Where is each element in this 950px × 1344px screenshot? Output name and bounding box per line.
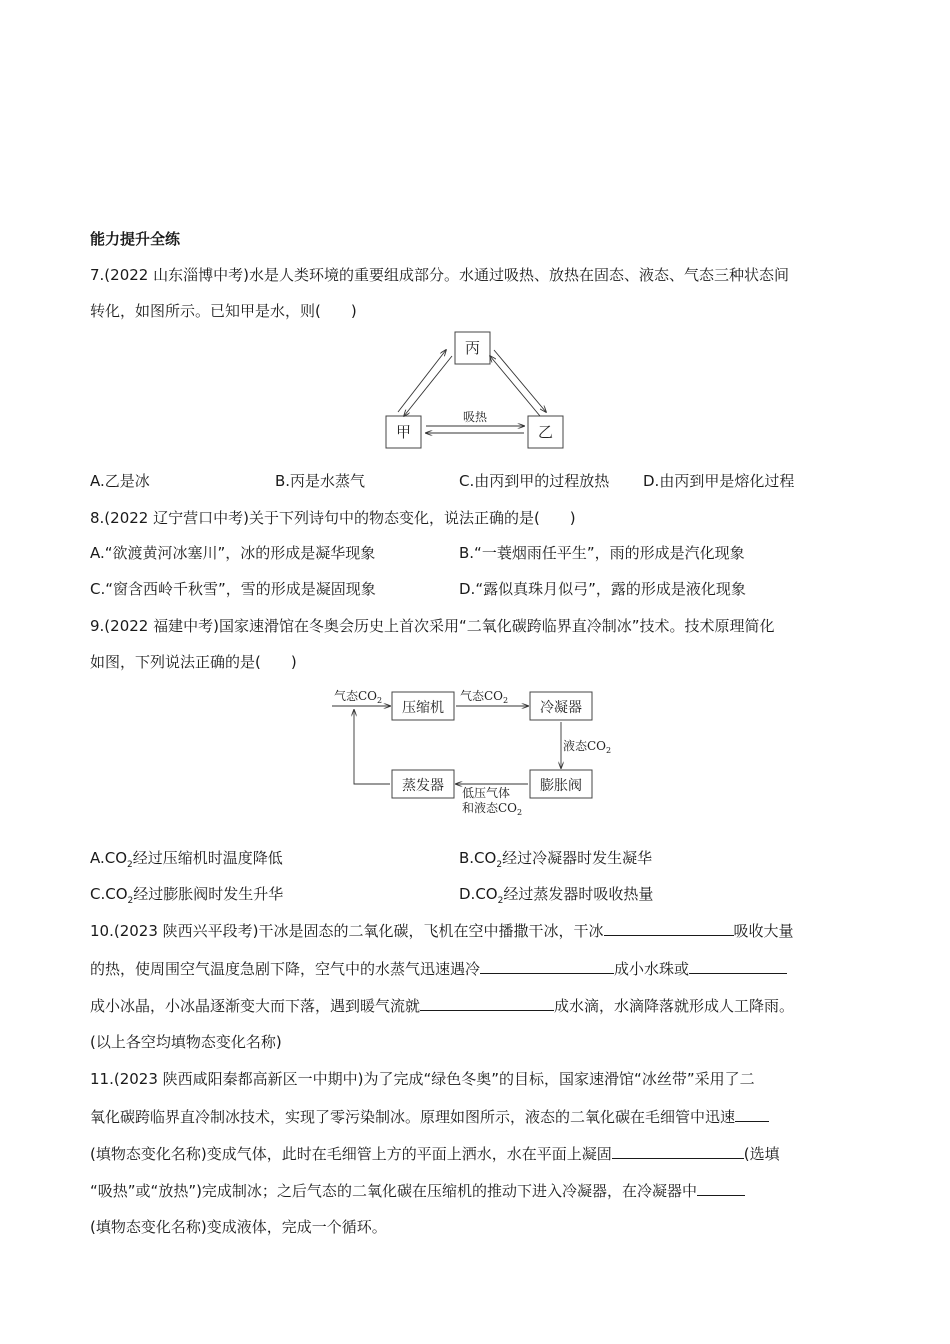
q8-option-a: A.“欲渡黄河冰塞川”，冰的形成是凝华现象 [90,544,376,562]
q7-arrow-jia-to-bing [398,350,446,412]
q11-blank-2[interactable] [612,1142,744,1159]
q11-line-4: “吸热”或“放热”)完成制冰；之后气态的二氧化碳在压缩机的推动下进入冷凝器，在冷凝器中 [90,1179,745,1202]
q9-box-valve-label: 膨胀阀 [540,778,582,794]
q9-box-evaporator-label: 蒸发器 [402,778,444,794]
section-title: 能力提升全练 [90,230,181,248]
q10-line-1: 10.(2023 陕西兴平段考)干冰是固态的二氧化碳，飞机在空中播撒干冰，干冰 吸收大量 [90,919,794,942]
q9-stem-line-2: 如图，下列说法正确的是( ) [90,653,297,671]
q8-option-b: B.“一蓑烟雨任平生”，雨的形成是汽化现象 [459,544,745,562]
q10-line-2: 的热，使周围空气温度急剧下降，空气中的水蒸气迅速遇冷 成小水珠或 [90,957,787,980]
q7-stem-line-2: 转化，如图所示。已知甲是水，则( ) [90,302,357,320]
q9-label-mid: 气态$CO_2$ [460,689,509,705]
q8-stem: 8.(2022 辽宁营口中考)关于下列诗句中的物态变化，说法正确的是( ) [90,509,576,527]
q7-option-b: B.丙是水蒸气 [275,472,366,490]
q7-box-yi-label: 乙 [537,423,554,441]
q11-blank-1[interactable] [735,1105,769,1122]
q7-state-diagram [380,330,580,450]
q10-blank-3[interactable] [689,957,787,974]
q11-line-5: (填物态变化名称)变成液体，完成一个循环。 [90,1218,387,1236]
q7-option-a: A.乙是冰 [90,472,150,490]
q10-line-4: (以上各空均填物态变化名称) [90,1033,282,1051]
q7-arrow-yi-to-bing [490,356,540,416]
q9-stem-line-1: 9.(2022 福建中考)国家速滑馆在冬奥会历史上首次采用“二氧化碳跨临界直冷制冰”技术。技术原理简化 [90,617,775,635]
q10-blank-2[interactable] [480,957,614,974]
q9-option-b: $B.CO_2$经过冷凝器时发生凝华 [459,849,653,870]
q11-line-2: 氧化碳跨临界直冷制冰技术，实现了零污染制冰。原理如图所示，液态的二氧化碳在毛细管中迅速 [90,1105,769,1128]
q9-option-c: $C.CO_2$经过膨胀阀时发生升华 [90,885,284,906]
q8-option-c: C.“窗含西岭千秋雪”，雪的形成是凝固现象 [90,580,376,598]
q11-line-1: 11.(2023 陕西咸阳秦都高新区一中期中)为了完成“绿色冬奥”的目标，国家速滑馆“冰丝带”采用了二 [90,1070,755,1088]
q7-arrow-label: 吸热 [462,410,488,424]
q10-blank-4[interactable] [420,994,554,1011]
q9-option-d: $D.CO_2$经过蒸发器时吸收热量 [459,885,654,906]
q9-box-compressor-label: 压缩机 [402,700,444,716]
q10-blank-1[interactable] [604,919,734,936]
q9-label-liquid: 液态$CO_2$ [563,739,612,755]
q11-line-3: (填物态变化名称)变成气体，此时在毛细管上方的平面上洒水，水在平面上凝固 (选填 [90,1142,780,1165]
q7-box-bing-label: 丙 [464,339,481,357]
q7-option-c: C.由丙到甲的过程放热 [459,472,610,490]
q9-option-a: $A.CO_2$经过压缩机时温度降低 [90,849,283,870]
q8-option-d: D.“露似真珠月似弓”，露的形成是液化现象 [459,580,746,598]
q9-co2-cycle-diagram [330,680,630,825]
q9-box-condenser-label: 冷凝器 [540,700,582,716]
q10-line-3: 成小冰晶，小冰晶逐渐变大而下落，遇到暖气流就 成水滴，水滴降落就形成人工降雨。 [90,994,794,1017]
q7-stem-line-1: 7.(2022 山东淄博中考)水是人类环境的重要组成部分。水通过吸热、放热在固态、液态、气态三种状态间 [90,266,789,284]
q7-box-jia-label: 甲 [395,423,412,441]
q7-arrow-bing-to-jia [404,356,452,416]
q7-option-d: D.由丙到甲是熔化过程 [643,472,795,490]
q9-label-input: 气态$CO_2$ [334,689,383,705]
q9-label-low-1: 低压气体 [462,786,511,800]
q7-arrow-bing-to-yi [494,350,546,412]
q9-arrow-return [354,710,390,784]
q9-label-low-2: 和液态$CO_2$ [462,801,523,817]
q11-blank-3[interactable] [697,1179,745,1196]
